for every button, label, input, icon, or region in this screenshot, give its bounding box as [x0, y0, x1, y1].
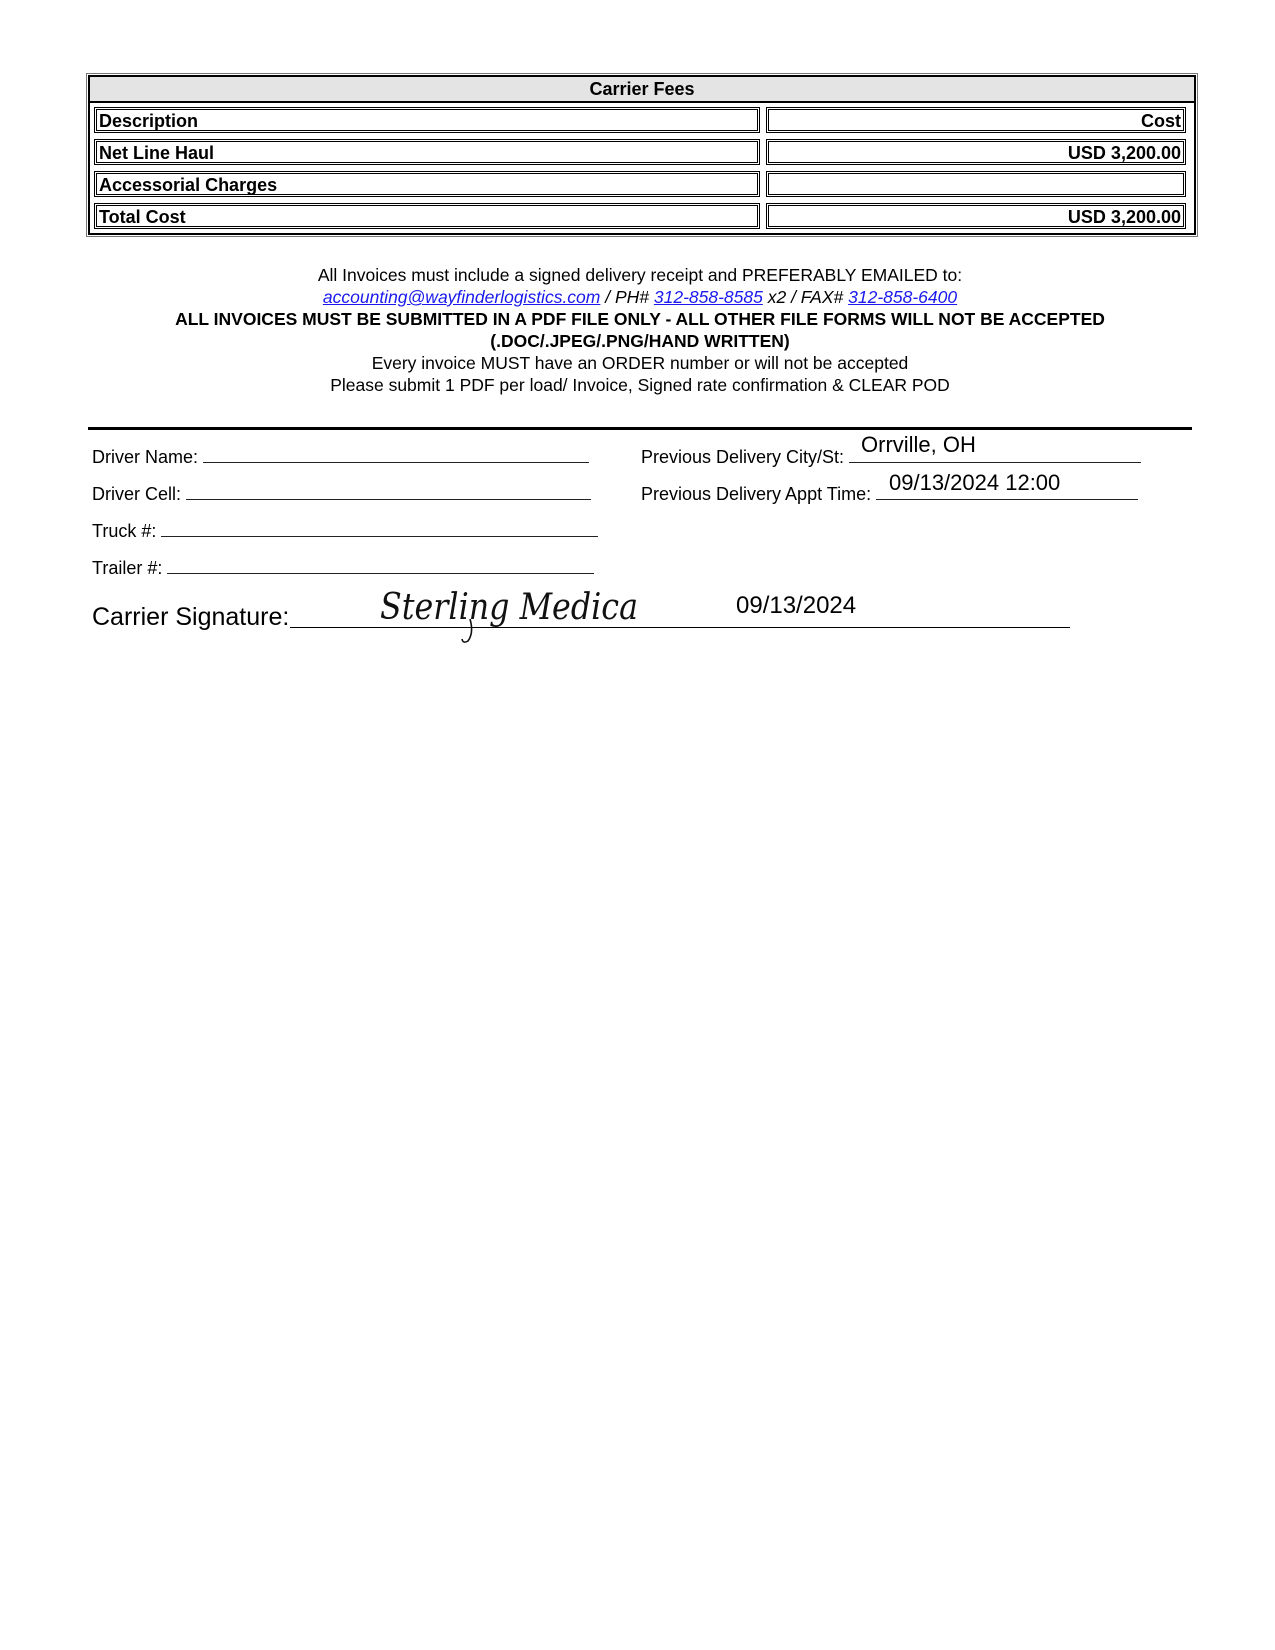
carrier-fees-title: Carrier Fees	[90, 77, 1194, 103]
table-row	[90, 135, 1194, 167]
carrier-fees-table	[88, 75, 1196, 235]
driver-cell-field[interactable]	[92, 481, 591, 505]
notice-line-1: All Invoices must include a signed delivery receipt and PREFERABLY EMAILED to:	[317, 265, 963, 285]
previous-delivery-city-label: Previous Delivery City/St:	[641, 447, 845, 467]
previous-delivery-city-value: Orrville, OH	[861, 432, 976, 457]
contact-line	[88, 286, 1192, 308]
row-cost: USD 3,200.00	[766, 139, 1186, 165]
description-header: Description	[94, 107, 760, 133]
trailer-number-label: Trailer #:	[92, 558, 163, 578]
email-link[interactable]: accounting@wayfinderlogistics.com	[322, 287, 601, 307]
table-row	[90, 167, 1194, 199]
driver-name-input-line[interactable]	[203, 444, 589, 463]
trailer-number-field[interactable]	[92, 555, 594, 579]
fax-prefix: x2 / FAX#	[762, 287, 849, 307]
driver-cell-input-line[interactable]	[186, 481, 591, 500]
table-row	[90, 199, 1194, 233]
carrier-signature-label: Carrier Signature:	[92, 603, 290, 631]
pdf-requirement: ALL INVOICES MUST BE SUBMITTED IN A PDF FILE ONLY - ALL OTHER FILE FORMS WILL NOT BE ACCEPTED	[175, 309, 1105, 329]
signature-glyph-icon	[378, 585, 648, 643]
row-cost	[766, 171, 1186, 197]
section-divider	[88, 427, 1192, 430]
driver-name-field[interactable]	[92, 444, 589, 468]
fax-link[interactable]: 312-858-6400	[848, 287, 958, 307]
driver-cell-label: Driver Cell:	[92, 484, 182, 504]
signature-date: 09/13/2024	[736, 592, 857, 619]
row-description: Total Cost	[94, 203, 760, 229]
submission-instructions: Please submit 1 PDF per load/ Invoice, Signed rate confirmation & CLEAR POD	[330, 375, 950, 395]
row-description: Net Line Haul	[94, 139, 760, 165]
driver-name-label: Driver Name:	[92, 447, 199, 467]
phone-link[interactable]: 312-858-8585	[653, 287, 763, 307]
svg-text:Sterling Medica: Sterling Medica	[380, 587, 638, 628]
row-description: Accessorial Charges	[94, 171, 760, 197]
cost-header: Cost	[766, 107, 1186, 133]
handwritten-signature	[378, 585, 648, 648]
rejected-formats: (.DOC/.JPEG/.PNG/HAND WRITTEN)	[490, 331, 790, 351]
previous-delivery-appt-label: Previous Delivery Appt Time:	[641, 484, 872, 504]
phone-prefix: / PH#	[600, 287, 654, 307]
trailer-number-input-line[interactable]	[167, 555, 594, 574]
previous-delivery-appt-value: 09/13/2024 12:00	[889, 470, 1061, 495]
invoice-notice	[88, 264, 1192, 396]
truck-number-input-line[interactable]	[161, 518, 598, 537]
row-cost: USD 3,200.00	[766, 203, 1186, 229]
truck-number-label: Truck #:	[92, 521, 157, 541]
truck-number-field[interactable]	[92, 518, 598, 542]
order-number-requirement: Every invoice MUST have an ORDER number or will not be accepted	[371, 353, 909, 373]
fees-header-row	[90, 103, 1194, 135]
